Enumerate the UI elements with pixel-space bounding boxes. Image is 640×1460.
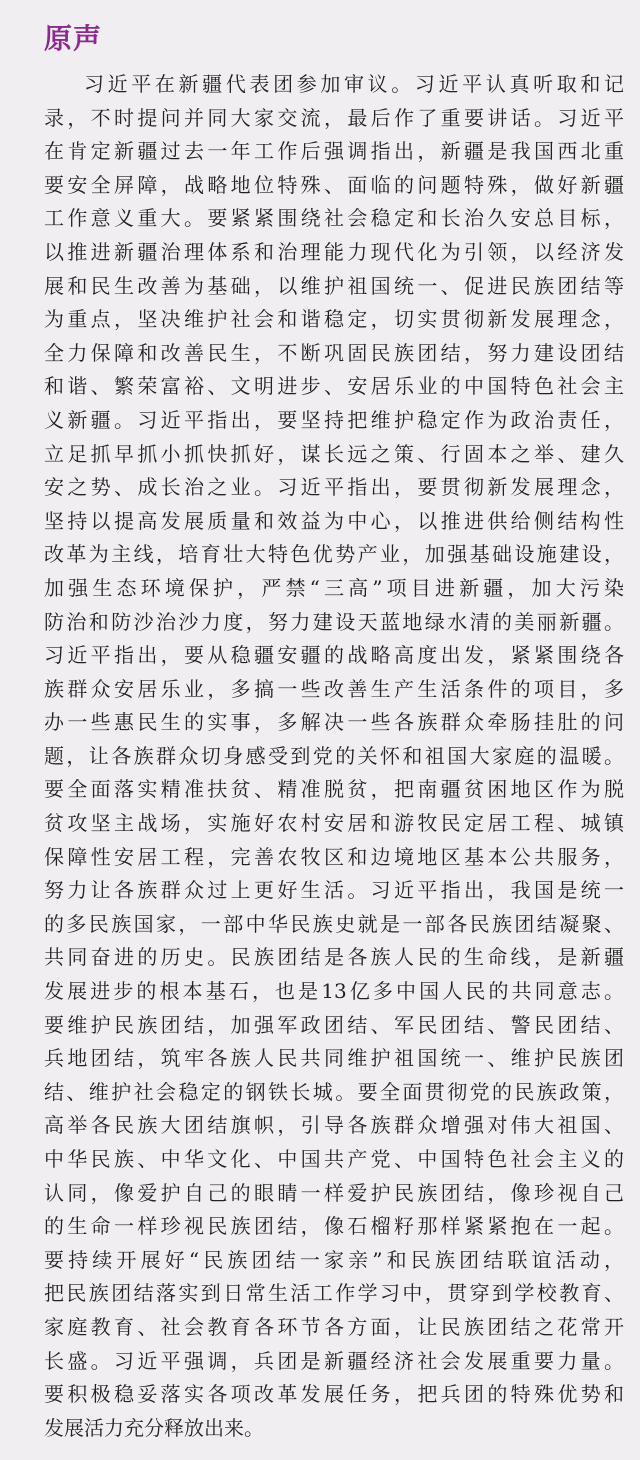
- text-line: 认同，像爱护自己的眼睛一样爱护民族团结，像珍视自己: [44, 1180, 624, 1205]
- text-line: 高举各民族大团结旗帜，引导各族群众增强对伟大祖国、: [44, 1113, 624, 1138]
- text-line: 发展进步的根本基石，也是13亿多中国人民的共同意志。: [44, 979, 624, 1004]
- text-line: 要持续开展好“民族团结一家亲”和民族团结联谊活动，: [44, 1247, 624, 1272]
- text-line: 立足抓早抓小抓快抓好，谋长远之策、行固本之举、建久: [44, 441, 624, 466]
- text-line: 题，让各族群众切身感受到党的关怀和祖国大家庭的温暖。: [44, 743, 624, 768]
- text-line: 办一些惠民生的实事，多解决一些各族群众牵肠挂肚的问: [44, 710, 624, 735]
- text-line: 结、维护社会稳定的钢铁长城。要全面贯彻党的民族政策，: [44, 1079, 624, 1104]
- text-line: 义新疆。习近平指出，要坚持把维护稳定作为政治责任，: [44, 407, 624, 432]
- text-line: 在肯定新疆过去一年工作后强调指出，新疆是我国西北重: [44, 139, 624, 164]
- text-line: 兵地团结，筑牢各族人民共同维护祖国统一、维护民族团: [44, 1046, 624, 1071]
- text-line: 习近平在新疆代表团参加审议。习近平认真听取和记: [84, 72, 624, 96]
- text-line: 录，不时提问并同大家交流，最后作了重要讲话。习近平: [44, 105, 624, 130]
- text-line: 加强生态环境保护，严禁“三高”项目进新疆，加大污染: [44, 575, 624, 600]
- section-title: 原声: [44, 22, 103, 55]
- text-line: 防治和防沙治沙力度，努力建设天蓝地绿水清的美丽新疆。: [44, 609, 624, 634]
- text-line: 要积极稳妥落实各项改革发展任务，把兵团的特殊优势和: [44, 1382, 624, 1407]
- text-line: 展和民生改善为基础，以维护祖国统一、促进民族团结等: [44, 273, 624, 298]
- text-line: 安之势、成长治之业。习近平指出，要贯彻新发展理念，: [44, 475, 624, 500]
- text-line: 长盛。习近平强调，兵团是新疆经济社会发展重要力量。: [44, 1348, 624, 1373]
- text-line: 要维护民族团结，加强军政团结、军民团结、警民团结、: [44, 1012, 624, 1037]
- text-line: 要安全屏障，战略地位特殊、面临的问题特殊，做好新疆: [44, 172, 624, 197]
- text-line: 要全面落实精准扶贫、精准脱贫，把南疆贫困地区作为脱: [44, 777, 624, 802]
- text-line: 改革为主线，培育壮大特色优势产业，加强基础设施建设，: [44, 542, 624, 567]
- text-line: 以推进新疆治理体系和治理能力现代化为引领，以经济发: [44, 239, 624, 264]
- text-line: 坚持以提高发展质量和效益为中心，以推进供给侧结构性: [44, 508, 624, 533]
- text-line: 的生命一样珍视民族团结，像石榴籽那样紧紧抱在一起。: [44, 1214, 624, 1239]
- text-line: 努力让各族群众过上更好生活。习近平指出，我国是统一: [44, 878, 624, 903]
- text-line: 工作意义重大。要紧紧围绕社会稳定和长治久安总目标，: [44, 206, 624, 231]
- text-line: 保障性安居工程，完善农牧区和边境地区基本公共服务，: [44, 844, 624, 869]
- text-line: 和谐、繁荣富裕、文明进步、安居乐业的中国特色社会主: [44, 374, 624, 399]
- text-line: 中华民族、中华文化、中国共产党、中国特色社会主义的: [44, 1147, 624, 1171]
- text-line: 全力保障和改善民生，不断巩固民族团结，努力建设团结: [44, 340, 624, 365]
- text-line: 贫攻坚主战场，实施好农村安居和游牧民定居工程、城镇: [44, 811, 624, 836]
- text-line: 习近平指出，要从稳疆安疆的战略高度出发，紧紧围绕各: [44, 643, 624, 668]
- text-line: 为重点，坚决维护社会和谐稳定，切实贯彻新发展理念，: [44, 307, 624, 332]
- article-body: [44, 68, 624, 1445]
- text-line: 的多民族国家，一部中华民族史就是一部各民族团结凝聚、: [44, 911, 624, 936]
- text-line: 家庭教育、社会教育各环节各方面，让民族团结之花常开: [44, 1314, 624, 1339]
- text-line: 族群众安居乐业，多搞一些改善生产生活条件的项目，多: [44, 676, 624, 701]
- text-line: 共同奋进的历史。民族团结是各族人民的生命线，是新疆: [44, 945, 624, 970]
- text-line: 发展活力充分释放出来。: [44, 1415, 264, 1440]
- text-line: 把民族团结落实到日常生活工作学习中，贯穿到学校教育、: [44, 1281, 624, 1306]
